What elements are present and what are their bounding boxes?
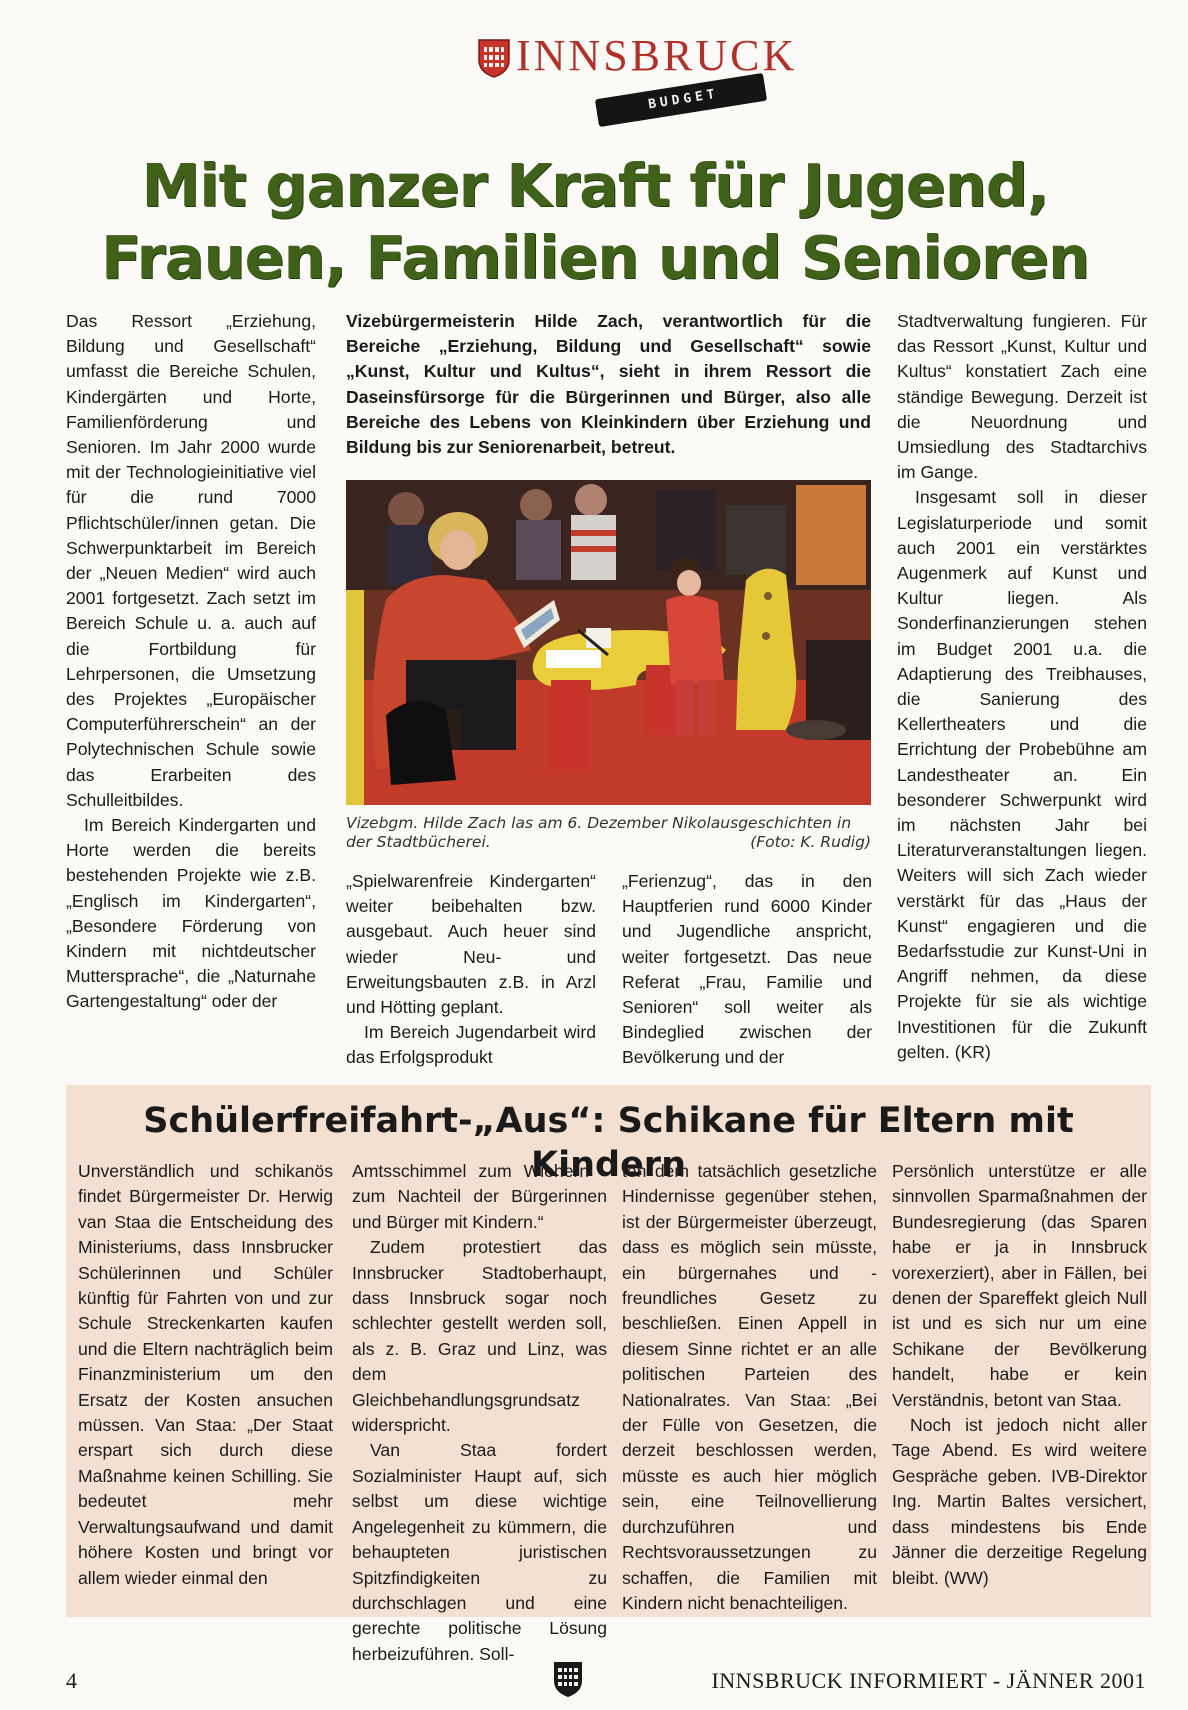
article-column-3	[622, 869, 872, 1071]
paragraph: Van Staa fordert Sozialminister Haupt auf, sich selbst um diese wichtige Angelegenheit zu kümmern, die behaupteten juristischen Spitzfindigkeiten zu durchschlagen und eine gerechte politische Lösung herbeizuführen. Soll-	[352, 1440, 607, 1664]
article-column-4	[897, 309, 1147, 1065]
paragraph: ten dem tatsächlich gesetzliche Hindernisse gegenüber stehen, ist der Bürgermeister überzeugt, dass es möglich sein müsste, ein bürgernahes und -freundliches Gesetz zu beschließen. Einen Appell in diesem Sinne richtet er an alle politischen Parteien des Nationalrates. Van Staa: „Bei der Fülle von Gesetzen, die derzeit beschlossen werden, müsste es auch hier möglich sein, eine Teilnovellierung durchzuführen und Rechtsvoraussetzungen zu schaffen, die Familien mit Kindern nicht benachteiligen.	[622, 1161, 877, 1613]
article-photo	[346, 480, 871, 805]
box-column-4	[892, 1159, 1147, 1591]
box-column-1	[78, 1159, 333, 1591]
photo-caption	[346, 814, 871, 852]
footer-crest-icon	[553, 1660, 583, 1698]
paragraph: Im Bereich Jugendarbeit wird das Erfolgsprodukt	[346, 1022, 596, 1068]
article-column-2	[346, 869, 596, 1071]
paragraph: Zudem protestiert das Innsbrucker Stadtoberhaupt, dass Innsbruck sogar noch schlechter gestellt werden soll, als z. B. Graz und Linz, was dem Gleichbehandlungsgrundsatz widerspricht.	[352, 1237, 607, 1436]
photo-reading-scene	[346, 480, 871, 805]
box-column-3	[622, 1159, 877, 1616]
caption-credit: (Foto: K. Rudig)	[750, 833, 871, 851]
article-column-1	[66, 309, 316, 1015]
caption-text: Vizebgm. Hilde Zach las am 6. Dezember Nikolausgeschichten in der Stadtbücherei.	[346, 814, 852, 851]
paragraph: Unverständlich und schikanös findet Bürgermeister Dr. Herwig van Staa die Entscheidung des Ministeriums, dass Innsbrucker Schülerinnen und Schüler künftig für Fahrten von und zur Schule Streckenkarten kaufen und die Eltern nachträglich beim Finanzministerium um den Ersatz der Kosten ansuchen müssen. Van Staa: „Der Staat erspart sich durch diese Maßnahme keinen Schilling. Sie bedeutet mehr Verwaltungsaufwand und damit höhere Kosten und bringt vor allem wieder einmal den	[78, 1161, 333, 1588]
paragraph: Amtsschimmel zum Wiehern - zum Nachteil der Bürgerinnen und Bürger mit Kindern.“	[352, 1161, 607, 1232]
headline-line-1: Mit ganzer Kraft für Jugend,	[141, 151, 1049, 220]
masthead-subtitle: BUDGET	[647, 86, 720, 113]
sidebar-box-article	[66, 1085, 1151, 1664]
masthead-title: INNSBRUCK	[516, 31, 798, 80]
page-number: 4	[66, 1668, 77, 1693]
headline-line-2: Frauen, Familien und Senioren	[101, 223, 1089, 292]
paragraph: Noch ist jedoch nicht aller Tage Abend. Es wird weitere Gespräche geben. IVB-Direktor Ing. Martin Baltes versichert, dass mindestens bis Ende Jänner die derzeitige Regelung bleibt. (WW)	[892, 1415, 1147, 1588]
paragraph: Das Ressort „Erziehung, Bildung und Gesellschaft“ umfasst die Bereiche Schulen, Kindergärten und Horte, Familienförderung und Senioren. Im Jahr 2000 wurde mit der Technologieinitiative viel für die rund 7000 Pflichtschüler/innen getan. Die Schwerpunktarbeit im Bereich der „Neuen Medien“ wird auch 2001 fortgesetzt. Zach setzt im Bereich Schule u. a. auch auf die Fortbildung für Lehrpersonen, die Umsetzung des Projektes „Europäischer Computerführerschein“ an der Polytechnischen Schule sowie das Erarbeiten des Schulleitbildes.	[66, 311, 316, 810]
masthead	[478, 30, 798, 122]
paragraph: Persönlich unterstütze er alle sinnvollen Sparmaßnahmen der Bundesregierung (das Sparen habe er ja in Innsbruck vorexerziert), aber in Fällen, bei denen der Spareffekt gleich Null ist und es sich nur um eine Schikane der Bevölkerung handelt, habe er kein Verständnis, betont van Staa.	[892, 1161, 1147, 1410]
paragraph: Stadtverwaltung fungieren. Für das Ressort „Kunst, Kultur und Kultus“ konstatiert Zach eine ständige Bewegung. Derzeit ist die Neuordnung und Umsiedlung des Stadtarchivs im Gange.	[897, 311, 1147, 483]
box-title: Schülerfreifahrt-„Aus“: Schikane für Eltern mit Kindern	[143, 1101, 1074, 1185]
innsbruck-crest-icon	[478, 38, 510, 78]
paragraph: Insgesamt soll in dieser Legislaturperiode und somit auch 2001 ein verstärktes Augenmerk auf Kunst und Kultur liegen. Als Sonderfinanzierungen stehen im Budget 2001 u.a. die Adaptierung des Treibhauses, die Sanierung des Kellertheaters und die Errichtung der Probebühne am Landestheater an. Ein besonderer Schwerpunkt wird im nächsten Jahr bei Literaturveranstaltungen liegen. Weiters will sich Zach wieder verstärkt für das „Haus der Kunst“ engagieren und die Bedarfsstudie zur Kunst-Uni in Angriff nehmen, da diese Projekte für sie als wichtige Investitionen für die Zukunft gelten. (KR)	[897, 487, 1147, 1062]
headline	[60, 150, 1130, 294]
box-column-2	[352, 1159, 607, 1667]
article-lead: Vizebürgermeisterin Hilde Zach, verantwortlich für die Bereiche „Erziehung, Bildung und Gesellschaft“ sowie „Kunst, Kultur und Kultus“, sieht in ihrem Ressort die Daseinsfürsorge für die Bürgerinnen und Bürger, also alle Bereiche des Lebens von Kleinkindern über Erziehung und Bildung bis zur Seniorenarbeit, betreut.	[346, 311, 871, 458]
paragraph: „Ferienzug“, das in den Hauptferien rund 6000 Kinder und Jugendliche anspricht, weiter fortgesetzt. Das neue Referat „Frau, Familie und Senioren“ soll weiter als Bindeglied zwischen der Bevölkerung und der	[622, 871, 872, 1068]
paragraph: Im Bereich Kindergarten und Horte werden die bereits bestehenden Projekte wie z.B. „Englisch im Kindergarten“, „Besondere Förderung von Kindern mit nichtdeutscher Muttersprache“, die „Naturnahe Gartengestaltung“ oder der	[66, 815, 316, 1012]
publication-footer: INNSBRUCK INFORMIERT - JÄNNER 2001	[711, 1668, 1146, 1693]
paragraph: „Spielwarenfreie Kindergarten“ weiter beibehalten bzw. ausgebaut. Auch heuer sind wieder Neu- und Erweitungsbauten z.B. in Arzl und Hötting geplant.	[346, 871, 596, 1018]
